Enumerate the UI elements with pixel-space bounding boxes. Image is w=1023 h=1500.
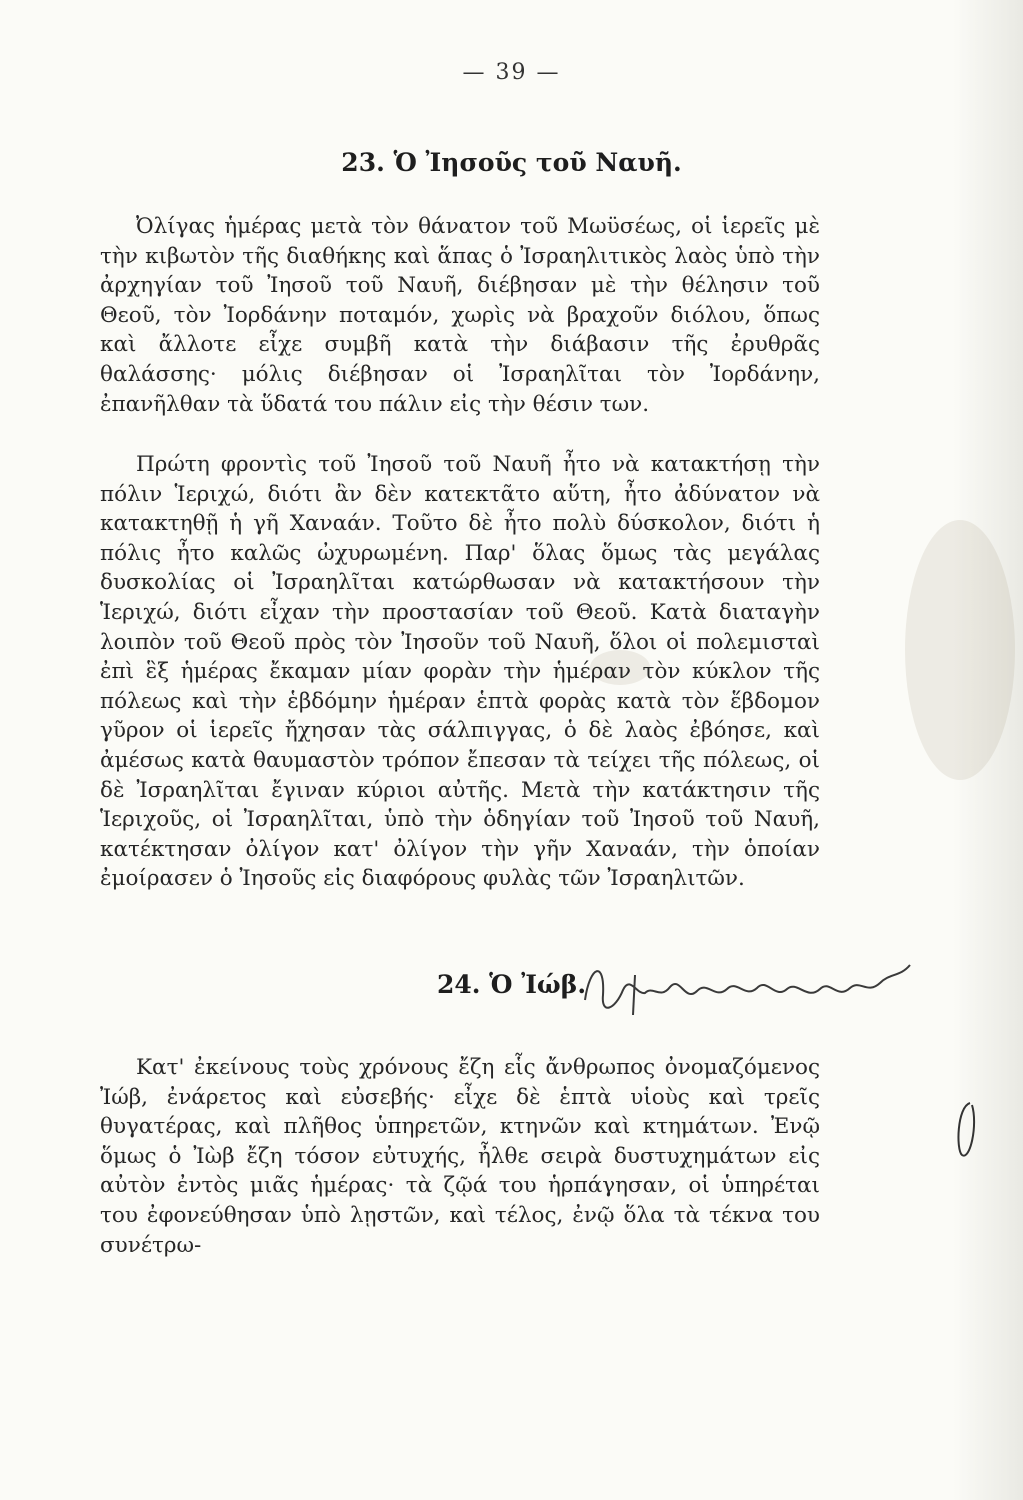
paragraph: Ὀλίγας ἡμέρας μετὰ τὸν θάνατον τοῦ Μωϋσέως, οἱ ἱερεῖς μὲ τὴν κιβωτὸν τῆς διαθήκης καὶ ἅπας ὁ Ἰσραηλιτικὸς λαὸς ὑπὸ τὴν ἀρχηγίαν τοῦ Ἰησοῦ τοῦ Ναυῆ, διέβησαν μὲ τὴν θέλησιν τοῦ Θεοῦ, τὸν Ἰορδάνην ποταμόν, χωρὶς νὰ βραχοῦν διόλου, ὅπως καὶ ἄλλοτε εἶχε συμβῆ κατὰ τὴν διάβασιν τῆς ἐρυθρᾶς θαλάσσης· μόλις διέβησαν οἱ Ἰσραηλῖται τὸν Ἰορδάνην, ἐπανῆλθαν τὰ ὕδατά του πάλιν εἰς τὴν θέσιν των. — [100, 214, 820, 417]
section-title-23: 23. Ὁ Ἰησοῦς τοῦ Ναυῆ. — [341, 148, 682, 177]
paragraph: Πρώτη φροντὶς τοῦ Ἰησοῦ τοῦ Ναυῆ ἦτο νὰ κατακτήσῃ τὴν πόλιν Ἱεριχώ, διότι ἂν δὲν κατεκτᾶτο αὕτη, ἦτο ἀδύνατον νὰ κατακτηθῇ ἡ γῆ Χαναάν. Τοῦτο δὲ ἦτο πολὺ δύσκολον, διότι ἡ πόλις ἦτο καλῶς ὠχυρωμένη. Παρ' ὅλας ὅμως τὰς μεγάλας δυσκολίας οἱ Ἰσραηλῖται κατώρθωσαν νὰ κατακτήσουν τὴν Ἱεριχώ, διότι εἶχαν τὴν προστασίαν τοῦ Θεοῦ. Κατὰ διαταγὴν λοιπὸν τοῦ Θεοῦ πρὸς τὸν Ἰησοῦν τοῦ Ναυῆ, ὅλοι οἱ πολεμισταὶ ἐπὶ ἓξ ἡμέρας ἔκαμαν μίαν φορὰν τὴν ἡμέραν τὸν κύκλον τῆς πόλεως καὶ τὴν ἑβδόμην ἡμέραν ἑπτὰ φορὰς κατὰ τὸν ἕβδομον γῦρον οἱ ἱερεῖς ἤχησαν τὰς σάλπιγγας, ὁ δὲ λαὸς ἐβόησε, καὶ ἀμέσως κατὰ θαυμαστὸν τρόπον ἔπεσαν τὰ τείχει τῆς πόλεως, οἱ δὲ Ἰσραηλῖται ἔγιναν κύριοι αὐτῆς. Μετὰ τὴν κατάκτησιν τῆς Ἱεριχοῦς, οἱ Ἰσραηλῖται, ὑπὸ τὴν ὁδηγίαν τοῦ Ἰησοῦ τοῦ Ναυῆ, κατέκτησαν ὀλίγον κατ' ὀλίγον τὴν γῆν Χαναάν, τὴν ὁποίαν ἐμοίρασεν ὁ Ἰησοῦς εἰς διαφόρους φυλὰς τῶν Ἰσραηλιτῶν. — [100, 452, 820, 892]
paragraph: Κατ' ἐκείνους τοὺς χρόνους ἔζη εἷς ἄνθρωπος ὀνομαζόμενος Ἰώβ, ἐνάρετος καὶ εὐσεβής· εἶχε δὲ ἑπτὰ υἱοὺς καὶ τρεῖς θυγατέρας, καὶ πλῆθος ὑπηρετῶν, κτηνῶν καὶ κτημάτων. Ἐνῷ ὅμως ὁ Ἰὼβ ἔζη τόσον εὐτυχής, ἦλθε σειρὰ δυστυχημάτων εἰς αὐτὸν ἐντὸς μιᾶς ἡμέρας· τὰ ζῷά του ἡρπάγησαν, οἱ ὑπηρέται του ἐφονεύθησαν ὑπὸ λῃστῶν, καὶ τέλος, ἐνῷ ὅλα τὰ τέκνα του συνέτρω- — [100, 1055, 820, 1258]
section-title-24: 24. Ὁ Ἰώβ. — [436, 970, 587, 999]
margin-handwritten-mark — [952, 1095, 982, 1175]
paper-stain — [905, 520, 1015, 780]
handwritten-annotation — [575, 955, 915, 1025]
page-number: — 39 — — [462, 60, 561, 85]
